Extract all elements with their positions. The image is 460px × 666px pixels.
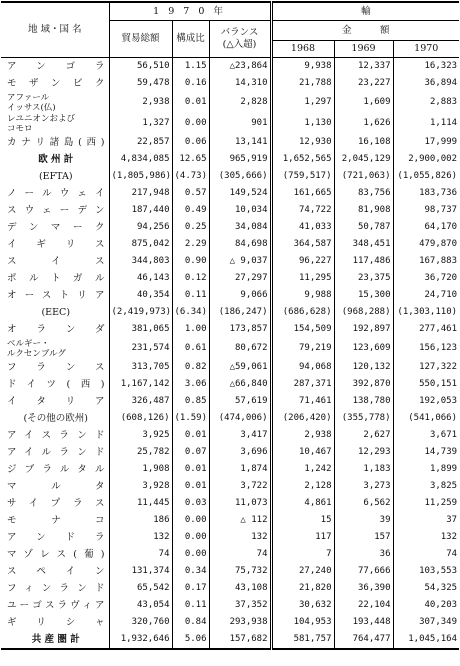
cell-balance: 149,524: [209, 185, 271, 202]
header-trade-total: 貿易総額: [109, 21, 172, 58]
table-row: [1, 444, 459, 461]
cell-1968: 27,240: [271, 563, 334, 580]
row-name: アファール イッサス(仏): [7, 92, 56, 113]
table-row: [1, 92, 459, 113]
cell-trade-total: 25,782: [109, 444, 172, 461]
cell-1969: (968,288): [334, 304, 393, 321]
cell-trade-total: 46,143: [109, 270, 172, 287]
cell-trade-total: 40,354: [109, 287, 172, 304]
cell-1969: 120,132: [334, 359, 393, 376]
cell-1970: 3,825: [393, 478, 459, 495]
cell-1968: 104,953: [271, 614, 334, 631]
row-name: フランス: [7, 361, 105, 373]
cell-composition-ratio: 0.25: [172, 219, 209, 236]
header-1969: 1969: [334, 41, 393, 58]
cell-trade-total: (1,805,986): [109, 168, 172, 185]
cell-trade-total: 74: [109, 546, 172, 563]
cell-balance: 2,828: [209, 92, 271, 113]
cell-1968: 4,861: [271, 495, 334, 512]
cell-1969: 81,908: [334, 202, 393, 219]
row-name: (EEC): [41, 306, 71, 318]
cell-balance: 9,066: [209, 287, 271, 304]
row-name: モナコ: [7, 514, 105, 526]
cell-1968: 117: [271, 529, 334, 546]
cell-1970: 132: [393, 529, 459, 546]
cell-composition-ratio: 1.00: [172, 321, 209, 338]
row-name: 欧 州 計: [38, 153, 74, 165]
row-name: (EFTA): [38, 170, 73, 182]
cell-balance: 901: [209, 113, 271, 134]
cell-composition-ratio: 0.16: [172, 75, 209, 92]
cell-trade-total: 313,705: [109, 359, 172, 376]
cell-1970: 37: [393, 512, 459, 529]
cell-trade-total: 65,542: [109, 580, 172, 597]
cell-composition-ratio: 0.00: [172, 529, 209, 546]
cell-balance: 37,352: [209, 597, 271, 614]
cell-1970: 2,900,002: [393, 151, 459, 168]
cell-trade-total: 320,760: [109, 614, 172, 631]
table-row: [1, 168, 459, 185]
cell-1969: 23,227: [334, 75, 393, 92]
cell-1968: 7: [271, 546, 334, 563]
row-name: スイス: [7, 255, 105, 267]
cell-balance: (186,247): [209, 304, 271, 321]
table-row: [1, 75, 459, 92]
cell-1969: 138,780: [334, 393, 393, 410]
table-row: [1, 512, 459, 529]
cell-composition-ratio: 0.82: [172, 359, 209, 376]
cell-composition-ratio: 0.85: [172, 393, 209, 410]
cell-1968: 9,988: [271, 287, 334, 304]
row-name: アンドラ: [7, 531, 105, 543]
cell-1968: 10,467: [271, 444, 334, 461]
cell-composition-ratio: 0.11: [172, 287, 209, 304]
cell-1970: 307,349: [393, 614, 459, 631]
cell-1970: 192,053: [393, 393, 459, 410]
cell-trade-total: 187,440: [109, 202, 172, 219]
cell-1968: 79,219: [271, 338, 334, 359]
row-name: マゾレス(葡): [7, 548, 105, 560]
cell-composition-ratio: 0.01: [172, 427, 209, 444]
cell-balance: 10,034: [209, 202, 271, 219]
cell-1968: 71,461: [271, 393, 334, 410]
cell-1970: 17,999: [393, 134, 459, 151]
cell-1968: 287,371: [271, 376, 334, 393]
header-balance: バランス (△入超): [209, 21, 271, 58]
cell-1970: 14,739: [393, 444, 459, 461]
cell-1970: (1,303,110): [393, 304, 459, 321]
table-row: [1, 287, 459, 304]
table-row: [1, 58, 459, 76]
table-row: [1, 563, 459, 580]
table-row: [1, 410, 459, 427]
table-row: [1, 304, 459, 321]
cell-1968: 96,227: [271, 253, 334, 270]
table-row: [1, 546, 459, 563]
cell-1968: 154,509: [271, 321, 334, 338]
cell-composition-ratio: 0.57: [172, 185, 209, 202]
cell-1969: 23,375: [334, 270, 393, 287]
cell-1969: 1,609: [334, 92, 393, 113]
cell-trade-total: 344,803: [109, 253, 172, 270]
table-row: [1, 461, 459, 478]
cell-1968: 1,130: [271, 113, 334, 134]
cell-composition-ratio: 0.61: [172, 338, 209, 359]
cell-balance: 173,857: [209, 321, 271, 338]
cell-trade-total: 11,445: [109, 495, 172, 512]
cell-1969: 39: [334, 512, 393, 529]
cell-1969: (355,778): [334, 410, 393, 427]
cell-1969: 392,870: [334, 376, 393, 393]
cell-trade-total: 1,327: [109, 113, 172, 134]
header-1970-col: 1970: [393, 41, 459, 58]
row-name: サイプラス: [7, 497, 105, 509]
cell-balance: 34,084: [209, 219, 271, 236]
cell-trade-total: (608,126): [109, 410, 172, 427]
cell-1969: 764,477: [334, 631, 393, 649]
cell-composition-ratio: 1.15: [172, 58, 209, 76]
cell-composition-ratio: 0.49: [172, 202, 209, 219]
cell-composition-ratio: 0.90: [172, 253, 209, 270]
row-name: モザンビク: [7, 77, 105, 89]
cell-composition-ratio: 0.17: [172, 580, 209, 597]
row-name: アイルランド: [7, 446, 105, 458]
cell-composition-ratio: 0.84: [172, 614, 209, 631]
table-row: [1, 219, 459, 236]
cell-1968: (206,420): [271, 410, 334, 427]
cell-balance: △23,864: [209, 58, 271, 76]
cell-1968: 161,665: [271, 185, 334, 202]
row-name: オランダ: [7, 323, 105, 335]
cell-trade-total: (2,419,973): [109, 304, 172, 321]
cell-balance: 3,417: [209, 427, 271, 444]
row-name: ポルトガル: [7, 272, 105, 284]
cell-1969: 16,108: [334, 134, 393, 151]
cell-1970: 103,553: [393, 563, 459, 580]
cell-1970: 156,123: [393, 338, 459, 359]
table-row: [1, 529, 459, 546]
cell-1970: 98,737: [393, 202, 459, 219]
cell-1969: 192,897: [334, 321, 393, 338]
row-name: スウェーデン: [7, 204, 105, 216]
cell-trade-total: 59,478: [109, 75, 172, 92]
cell-1970: 1,899: [393, 461, 459, 478]
cell-1968: 9,938: [271, 58, 334, 76]
cell-1970: 64,170: [393, 219, 459, 236]
cell-trade-total: 131,374: [109, 563, 172, 580]
row-name: ノールウェイ: [7, 187, 105, 199]
row-name: レユニオンおよび コモロ: [7, 113, 76, 134]
cell-1968: 2,938: [271, 427, 334, 444]
table-row: [1, 478, 459, 495]
cell-1969: 117,486: [334, 253, 393, 270]
cell-balance: 965,919: [209, 151, 271, 168]
cell-1969: 193,448: [334, 614, 393, 631]
cell-1970: (1,055,826): [393, 168, 459, 185]
cell-1969: 3,273: [334, 478, 393, 495]
cell-composition-ratio: 0.01: [172, 478, 209, 495]
header-region-country: 地 域・国 名: [1, 2, 109, 58]
cell-1968: 94,068: [271, 359, 334, 376]
cell-composition-ratio: (1.59): [172, 410, 209, 427]
cell-1969: 2,045,129: [334, 151, 393, 168]
table-row: [1, 113, 459, 134]
cell-1970: 36,894: [393, 75, 459, 92]
cell-1968: 364,587: [271, 236, 334, 253]
row-name: アイスランド: [7, 429, 105, 441]
cell-1970: 550,151: [393, 376, 459, 393]
cell-trade-total: 4,834,085: [109, 151, 172, 168]
cell-1969: 123,609: [334, 338, 393, 359]
table-row: [1, 631, 459, 649]
table-row: [1, 427, 459, 444]
cell-1970: 479,870: [393, 236, 459, 253]
row-name: アンゴラ: [7, 60, 105, 72]
cell-1970: 3,671: [393, 427, 459, 444]
row-name: イギリス: [7, 238, 105, 250]
cell-1968: 12,930: [271, 134, 334, 151]
cell-balance: 80,672: [209, 338, 271, 359]
cell-1969: 1,183: [334, 461, 393, 478]
table-row: [1, 580, 459, 597]
cell-1970: 127,322: [393, 359, 459, 376]
cell-trade-total: 231,574: [109, 338, 172, 359]
cell-1970: 2,883: [393, 92, 459, 113]
row-name: オーストリア: [7, 289, 105, 301]
header-1968: 1968: [271, 41, 334, 58]
cell-1969: 50,787: [334, 219, 393, 236]
table-row: [1, 151, 459, 168]
table-row: [1, 614, 459, 631]
row-name: ギリシャ: [7, 616, 105, 628]
cell-1969: 12,337: [334, 58, 393, 76]
cell-1968: 41,033: [271, 219, 334, 236]
cell-1970: 11,259: [393, 495, 459, 512]
table-body: [1, 58, 459, 650]
cell-1969: 2,627: [334, 427, 393, 444]
row-name: (その他の欧州): [23, 412, 88, 424]
table-row: [1, 321, 459, 338]
trade-table: [1, 1, 459, 650]
cell-1969: 348,451: [334, 236, 393, 253]
cell-trade-total: 3,928: [109, 478, 172, 495]
cell-trade-total: 326,487: [109, 393, 172, 410]
cell-1968: 1,242: [271, 461, 334, 478]
row-name: ドイツ(西): [7, 378, 105, 390]
cell-1970: 167,883: [393, 253, 459, 270]
cell-balance: 293,938: [209, 614, 271, 631]
cell-1970: 183,736: [393, 185, 459, 202]
cell-composition-ratio: 0.06: [172, 134, 209, 151]
table-row: [1, 236, 459, 253]
header-composition-ratio: 構成比: [172, 21, 209, 58]
cell-1970: 16,323: [393, 58, 459, 76]
cell-balance: 43,108: [209, 580, 271, 597]
cell-composition-ratio: (6.34): [172, 304, 209, 321]
cell-composition-ratio: 2.29: [172, 236, 209, 253]
cell-1968: 21,820: [271, 580, 334, 597]
cell-composition-ratio: 0.00: [172, 512, 209, 529]
cell-1970: 1,114: [393, 113, 459, 134]
cell-1969: (721,063): [334, 168, 393, 185]
cell-composition-ratio: 0.00: [172, 113, 209, 134]
cell-balance: 3,696: [209, 444, 271, 461]
cell-1969: 12,293: [334, 444, 393, 461]
cell-balance: △59,061: [209, 359, 271, 376]
cell-trade-total: 1,932,646: [109, 631, 172, 649]
cell-trade-total: 186: [109, 512, 172, 529]
cell-1970: 24,710: [393, 287, 459, 304]
table-row: [1, 134, 459, 151]
row-name: イタリア: [7, 395, 105, 407]
cell-trade-total: 132: [109, 529, 172, 546]
cell-composition-ratio: 3.06: [172, 376, 209, 393]
cell-1970: (541,066): [393, 410, 459, 427]
table-row: [1, 253, 459, 270]
row-name: デンマーク: [7, 221, 105, 233]
cell-composition-ratio: 12.65: [172, 151, 209, 168]
row-name: ユーゴスラヴィア: [7, 599, 105, 611]
cell-composition-ratio: 0.07: [172, 444, 209, 461]
cell-trade-total: 3,925: [109, 427, 172, 444]
cell-1968: 581,757: [271, 631, 334, 649]
cell-trade-total: 22,857: [109, 134, 172, 151]
cell-1969: 36,390: [334, 580, 393, 597]
cell-trade-total: 381,065: [109, 321, 172, 338]
cell-composition-ratio: 0.12: [172, 270, 209, 287]
cell-1968: (686,628): [271, 304, 334, 321]
cell-trade-total: 1,908: [109, 461, 172, 478]
cell-1969: 83,756: [334, 185, 393, 202]
cell-1968: 2,128: [271, 478, 334, 495]
cell-balance: 57,619: [209, 393, 271, 410]
cell-balance: 27,297: [209, 270, 271, 287]
header-amount: 金 額: [271, 21, 459, 41]
table-row: [1, 270, 459, 287]
cell-1970: 36,720: [393, 270, 459, 287]
cell-composition-ratio: 5.06: [172, 631, 209, 649]
cell-trade-total: 875,042: [109, 236, 172, 253]
cell-1968: 1,652,565: [271, 151, 334, 168]
cell-trade-total: 94,256: [109, 219, 172, 236]
cell-1970: 40,203: [393, 597, 459, 614]
cell-balance: (305,666): [209, 168, 271, 185]
cell-1968: 11,295: [271, 270, 334, 287]
cell-composition-ratio: 0.01: [172, 92, 209, 113]
cell-trade-total: 1,167,142: [109, 376, 172, 393]
row-name: カナリ諸島(西): [7, 136, 105, 148]
cell-trade-total: 217,948: [109, 185, 172, 202]
cell-composition-ratio: 0.01: [172, 461, 209, 478]
cell-1969: 157: [334, 529, 393, 546]
table-row: [1, 202, 459, 219]
cell-1969: 36: [334, 546, 393, 563]
cell-balance: 75,732: [209, 563, 271, 580]
cell-1970: 54,325: [393, 580, 459, 597]
cell-composition-ratio: 0.11: [172, 597, 209, 614]
header-export: 輸: [271, 2, 459, 21]
table-row: [1, 393, 459, 410]
row-name: マルタ: [7, 480, 105, 492]
cell-1969: 22,104: [334, 597, 393, 614]
row-name: ジブラルタル: [7, 463, 105, 475]
table-row: [1, 338, 459, 359]
cell-balance: 1,874: [209, 461, 271, 478]
table-row: [1, 597, 459, 614]
cell-1968: 1,297: [271, 92, 334, 113]
cell-1969: 6,562: [334, 495, 393, 512]
table-row: [1, 359, 459, 376]
cell-trade-total: 56,510: [109, 58, 172, 76]
header-1970: 1 9 7 0 年: [109, 2, 271, 21]
cell-1968: 21,788: [271, 75, 334, 92]
table-row: [1, 495, 459, 512]
cell-balance: (474,006): [209, 410, 271, 427]
cell-composition-ratio: 0.03: [172, 495, 209, 512]
cell-1969: 15,300: [334, 287, 393, 304]
table-row: [1, 185, 459, 202]
cell-balance: 84,698: [209, 236, 271, 253]
cell-balance: △66,840: [209, 376, 271, 393]
row-name: 共 産 圏 計: [31, 633, 80, 645]
cell-1968: 74,722: [271, 202, 334, 219]
cell-1968: 30,632: [271, 597, 334, 614]
cell-balance: 3,722: [209, 478, 271, 495]
cell-1968: (759,517): [271, 168, 334, 185]
row-name: フィンランド: [7, 582, 105, 594]
cell-1968: 15: [271, 512, 334, 529]
row-name: スペイン: [7, 565, 105, 577]
cell-1970: 74: [393, 546, 459, 563]
cell-balance: 14,310: [209, 75, 271, 92]
cell-balance: 11,073: [209, 495, 271, 512]
cell-trade-total: 2,938: [109, 92, 172, 113]
cell-balance: 132: [209, 529, 271, 546]
cell-balance: 157,682: [209, 631, 271, 649]
cell-trade-total: 43,054: [109, 597, 172, 614]
cell-composition-ratio: 0.34: [172, 563, 209, 580]
cell-balance: 13,141: [209, 134, 271, 151]
cell-balance: △ 112: [209, 512, 271, 529]
cell-1970: 277,461: [393, 321, 459, 338]
cell-balance: 74: [209, 546, 271, 563]
cell-1969: 77,666: [334, 563, 393, 580]
row-name: ベルギー・ ルクセンブルグ: [7, 338, 66, 359]
cell-1970: 1,045,164: [393, 631, 459, 649]
cell-1969: 1,626: [334, 113, 393, 134]
cell-composition-ratio: 0.00: [172, 546, 209, 563]
cell-composition-ratio: (4.73): [172, 168, 209, 185]
cell-balance: △ 9,037: [209, 253, 271, 270]
table-row: [1, 376, 459, 393]
